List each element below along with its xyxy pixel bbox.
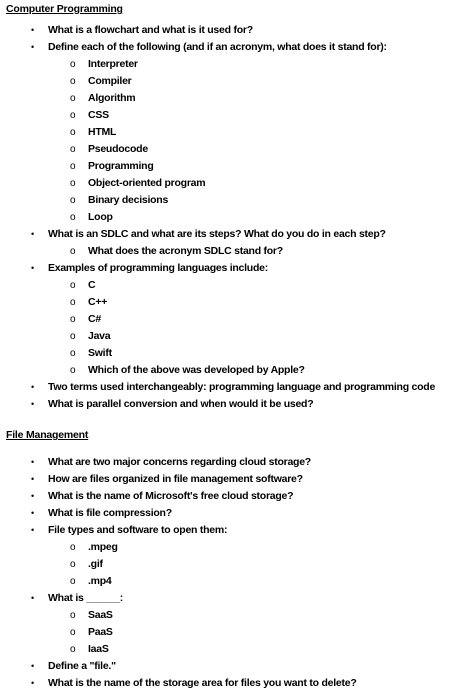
list-item [0, 522, 463, 590]
sub-item-which-of-the-above-was-developed-by-appl [0, 362, 463, 379]
bullet-icon: • [31, 263, 34, 273]
sub-item-css [0, 107, 463, 124]
sub-list [0, 243, 463, 260]
sub-item-text: Programming [88, 160, 154, 172]
list-item-text: Define each of the following (and if an acronym, what does it stand for): [48, 41, 387, 53]
question-examples-of-programming-languages-includ [0, 260, 463, 277]
sub-item-c [0, 311, 463, 328]
list-item [0, 260, 463, 379]
question-what-are-two-major-concerns-regarding-cl [0, 454, 463, 471]
sub-item-html [0, 124, 463, 141]
circle-bullet-icon: o [70, 314, 76, 325]
list-item-text: What is parallel conversion and when would it be used? [48, 398, 314, 410]
sub-item-what-does-the-acronym-sdlc-stand-for [0, 243, 463, 260]
list-item [0, 488, 463, 505]
sub-item-c [0, 277, 463, 294]
sub-item-compiler [0, 73, 463, 90]
circle-bullet-icon: o [70, 610, 76, 621]
sub-list [0, 56, 463, 226]
question-file-types-and-software-to-open-them [0, 522, 463, 539]
list-item-text: File types and software to open them: [48, 524, 228, 536]
circle-bullet-icon: o [70, 644, 76, 655]
sub-item-java [0, 328, 463, 345]
circle-bullet-icon: o [70, 280, 76, 291]
sub-item-text: C++ [88, 296, 108, 308]
sub-list [0, 539, 463, 590]
sub-item-algorithm [0, 90, 463, 107]
bullet-icon: • [31, 25, 34, 35]
sub-item-saas [0, 607, 463, 624]
question-what-is-an-sdlc-and-what-are-its-steps-w [0, 226, 463, 243]
circle-bullet-icon: o [70, 559, 76, 570]
list-item [0, 39, 463, 226]
question-what-is-parallel-conversion-and-when-wou [0, 396, 463, 413]
sub-item-swift [0, 345, 463, 362]
list-item-text: What is the name of the storage area for files you want to delete? [48, 677, 357, 689]
sub-item-text: Algorithm [88, 92, 136, 104]
question-what-is [0, 590, 463, 607]
list-item-text: What is file compression? [48, 507, 172, 519]
sub-item-text: .mp4 [88, 575, 112, 587]
bullet-icon: • [31, 457, 34, 467]
sub-item-loop [0, 209, 463, 226]
question-what-is-a-flowchart-and-what-is-it-used- [0, 22, 463, 39]
sub-item-text: Compiler [88, 75, 132, 87]
sub-item-text: C [88, 279, 96, 291]
list-item [0, 675, 463, 692]
bullet-icon: • [31, 42, 34, 52]
circle-bullet-icon: o [70, 178, 76, 189]
sub-item-c [0, 294, 463, 311]
bullet-icon: • [31, 399, 34, 409]
question-two-terms-used-interchangeably-programmi [0, 379, 463, 396]
list-item-text: How are files organized in file management software? [48, 473, 303, 485]
bullet-icon: • [31, 382, 34, 392]
list-item-text: Two terms used interchangeably: programming language and programming code [48, 381, 436, 393]
list-item-text: What is an SDLC and what are its steps? What do you do in each step? [48, 228, 386, 240]
sub-item-text: SaaS [88, 609, 113, 621]
question-what-is-the-name-of-microsoft-s-free-clo [0, 488, 463, 505]
sub-item-text: Binary decisions [88, 194, 169, 206]
circle-bullet-icon: o [70, 576, 76, 587]
sub-item-text: What does the acronym SDLC stand for? [88, 245, 283, 257]
list-item-text: Define a "file." [48, 660, 116, 672]
circle-bullet-icon: o [70, 331, 76, 342]
sub-item-gif [0, 556, 463, 573]
list-item [0, 471, 463, 488]
circle-bullet-icon: o [70, 161, 76, 172]
sub-item-interpreter [0, 56, 463, 73]
sub-item-text: Swift [88, 347, 112, 359]
sub-item-object-oriented-program [0, 175, 463, 192]
list-item [0, 22, 463, 39]
sub-item-text: HTML [88, 126, 117, 138]
section-heading-computer-programming: Computer Programming [6, 3, 123, 15]
bullet-icon: • [31, 661, 34, 671]
computer-programming-list [0, 22, 463, 413]
circle-bullet-icon: o [70, 365, 76, 376]
sub-item-mp4 [0, 573, 463, 590]
list-item [0, 590, 463, 658]
question-how-are-files-organized-in-file-manageme [0, 471, 463, 488]
sub-item-text: PaaS [88, 626, 113, 638]
question-what-is-file-compression [0, 505, 463, 522]
bullet-icon: • [31, 593, 34, 603]
sub-item-text: Loop [88, 211, 113, 223]
list-item-text: What is a flowchart and what is it used for? [48, 24, 253, 36]
circle-bullet-icon: o [70, 246, 76, 257]
circle-bullet-icon: o [70, 348, 76, 359]
question-what-is-the-name-of-the-storage-area-for [0, 675, 463, 692]
circle-bullet-icon: o [70, 212, 76, 223]
circle-bullet-icon: o [70, 76, 76, 87]
list-item [0, 396, 463, 413]
question-define-a-file [0, 658, 463, 675]
list-item [0, 379, 463, 396]
sub-list [0, 277, 463, 379]
list-item [0, 454, 463, 471]
sub-item-text: CSS [88, 109, 109, 121]
circle-bullet-icon: o [70, 127, 76, 138]
file-management-list [0, 454, 463, 692]
sub-item-binary-decisions [0, 192, 463, 209]
sub-item-text: Object-oriented program [88, 177, 206, 189]
list-item [0, 226, 463, 260]
sub-item-text: Java [88, 330, 111, 342]
bullet-icon: • [31, 678, 34, 688]
circle-bullet-icon: o [70, 297, 76, 308]
sub-list [0, 607, 463, 658]
sub-item-text: IaaS [88, 643, 109, 655]
sub-item-mpeg [0, 539, 463, 556]
circle-bullet-icon: o [70, 144, 76, 155]
circle-bullet-icon: o [70, 627, 76, 638]
sub-item-pseudocode [0, 141, 463, 158]
list-item-text: What is the name of Microsoft's free cloud storage? [48, 490, 294, 502]
circle-bullet-icon: o [70, 542, 76, 553]
bullet-icon: • [31, 525, 34, 535]
bullet-icon: • [31, 229, 34, 239]
sub-item-text: Pseudocode [88, 143, 148, 155]
circle-bullet-icon: o [70, 110, 76, 121]
bullet-icon: • [31, 508, 34, 518]
sub-item-paas [0, 624, 463, 641]
circle-bullet-icon: o [70, 59, 76, 70]
sub-item-text: .mpeg [88, 541, 118, 553]
list-item-text: What are two major concerns regarding cloud storage? [48, 456, 311, 468]
sub-item-text: Which of the above was developed by Apple? [88, 364, 305, 376]
sub-item-text: C# [88, 313, 101, 325]
sub-item-programming [0, 158, 463, 175]
sub-item-text: .gif [88, 558, 103, 570]
bullet-icon: • [31, 474, 34, 484]
sub-item-text: Interpreter [88, 58, 138, 70]
list-item [0, 658, 463, 675]
question-define-each-of-the-following-and-if-an-a [0, 39, 463, 56]
bullet-icon: • [31, 491, 34, 501]
section-heading-file-management: File Management [6, 429, 89, 441]
list-item-text: What is ______: [48, 592, 124, 604]
circle-bullet-icon: o [70, 195, 76, 206]
list-item-text: Examples of programming languages include: [48, 262, 268, 274]
circle-bullet-icon: o [70, 93, 76, 104]
sub-item-iaas [0, 641, 463, 658]
list-item [0, 505, 463, 522]
